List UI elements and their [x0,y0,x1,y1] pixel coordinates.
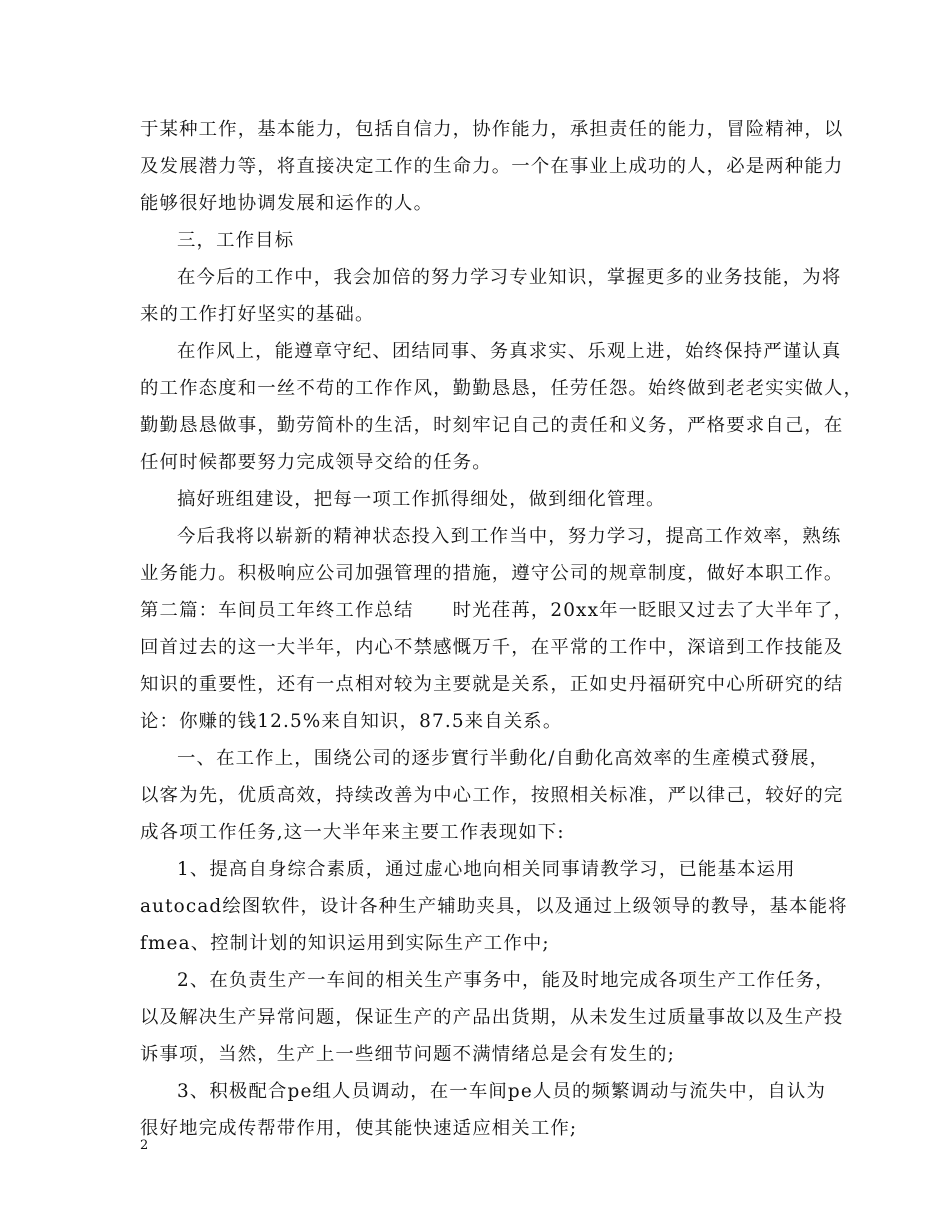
text-line: 回首过去的这一大半年，内心不禁感慨万千，在平常的工作中，深谙到工作技能及 [140,637,844,658]
text-line: 以客为先，优质高效，持续改善为中心工作，按照相关标准，严以律己，较好的完 [140,785,844,806]
list-item-line: 1、提高自身综合素质，通过虚心地向相关同事请教学习，已能基本运用 [177,859,796,880]
text-line: 今后我将以崭新的精神状态投入到工作当中，努力学习，提高工作效率，熟练 [177,526,842,547]
text-line: fmea、控制计划的知识运用到实际生产工作中; [140,933,550,954]
text-line: 搞好班组建设，把每一项工作抓得细处，做到细化管理。 [177,489,666,510]
text-line: 成各项工作任务,这一大半年来主要工作表现如下: [140,822,565,843]
text-line: 以及解决生产异常问题，保证生产的产品出货期，从未发生过质量事故以及生产投 [140,1007,844,1028]
chapter-heading-line: 第二篇：车间员工年终工作总结 时光荏苒，20xx年一眨眼又过去了大半年了， [140,600,854,621]
text-line: 能够很好地协调发展和运作的人。 [140,193,434,214]
text-line: 论：你赚的钱12.5%来自知识，87.5来自关系。 [140,711,563,732]
text-line: 的工作态度和一丝不苟的工作作风，勤勤恳恳，任劳任怨。始终做到老老实实做人， [140,378,864,399]
text-line: 于某种工作，基本能力，包括自信力，协作能力，承担责任的能力，冒险精神，以 [140,119,844,140]
text-line: 很好地完成传帮带作用，使其能快速适应相关工作; [140,1118,578,1139]
text-line: 一、在工作上，围绕公司的逐步實行半動化/自動化高效率的生產模式發展， [177,748,830,769]
text-line: 及发展潜力等，将直接决定工作的生命力。一个在事业上成功的人，必是两种能力 [140,156,844,177]
page-number: 2 [140,1138,149,1153]
text-line: 任何时候都要努力完成领导交给的任务。 [140,452,492,473]
text-line: 知识的重要性，还有一点相对较为主要就是关系，正如史丹福研究中心所研究的结 [140,674,844,695]
text-line: 来的工作打好坚实的基础。 [140,304,375,325]
text-line: 诉事项，当然，生产上一些细节问题不满情绪总是会有发生的; [140,1044,675,1065]
text-line: 勤勤恳恳做事，勤劳简朴的生活，时刻牢记自己的责任和义务，严格要求自己，在 [140,415,844,436]
text-line: 业务能力。积极响应公司加强管理的措施，遵守公司的规章制度，做好本职工作。 [140,563,844,584]
section-heading: 三，工作目标 [177,230,295,251]
list-item-line: 3、积极配合pe组人员调动，在一车间pe人员的频繁调动与流失中，自认为 [177,1081,826,1102]
list-item-line: 2、在负责生产一车间的相关生产事务中，能及时地完成各项生产工作任务， [177,970,835,991]
text-line: 在作风上，能遵章守纪、团结同事、务真求实、乐观上进，始终保持严谨认真 [177,341,842,362]
text-line: 在今后的工作中，我会加倍的努力学习专业知识，掌握更多的业务技能，为将 [177,267,842,288]
text-line: autocad绘图软件，设计各种生产辅助夹具，以及通过上级领导的教导，基本能将 [140,896,848,917]
